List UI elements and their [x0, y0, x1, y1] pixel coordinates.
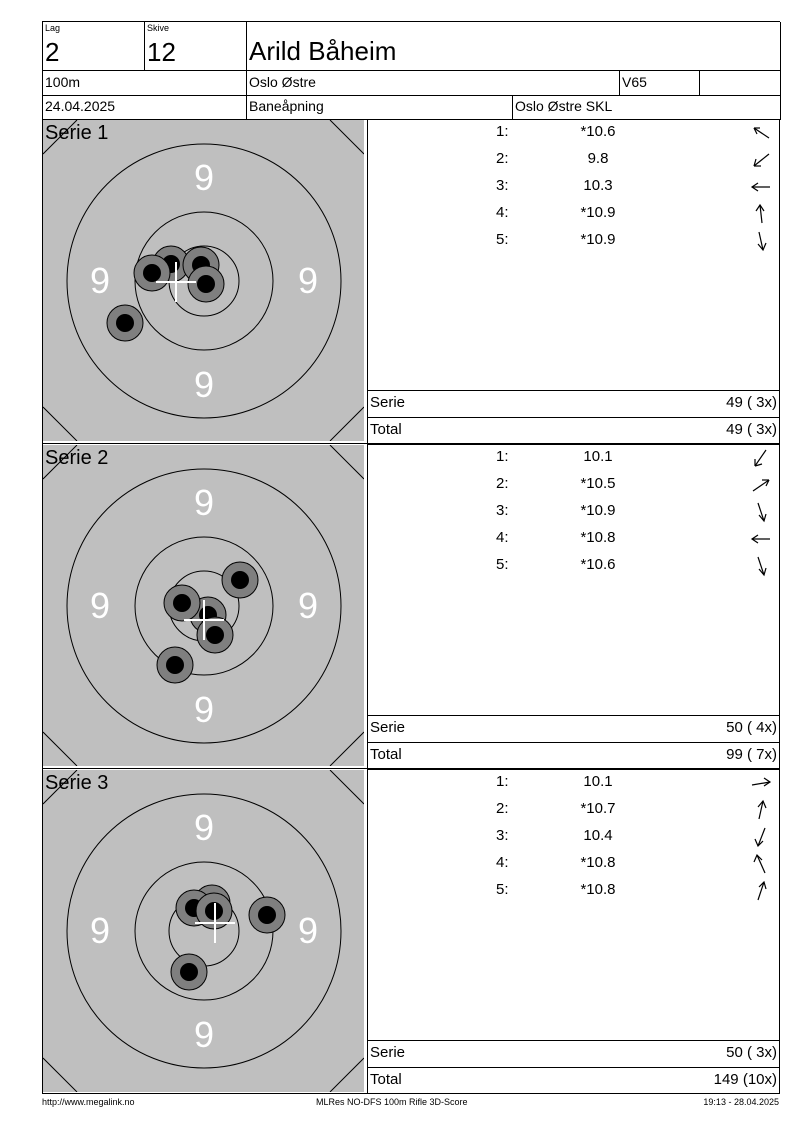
target-drawing-2 — [43, 445, 364, 766]
ring-number-bottom: 9 — [193, 1014, 215, 1055]
shot-hole — [164, 585, 200, 621]
shot-list-1 — [368, 119, 780, 391]
shot-number: 4: — [496, 854, 509, 871]
ring-number-top: 9 — [193, 482, 215, 523]
total-label: Total — [370, 421, 402, 438]
shot-score: 10.4 — [583, 827, 613, 844]
shot-number: 2: — [496, 800, 509, 817]
shot-number: 4: — [496, 529, 509, 546]
shot-number: 1: — [496, 448, 509, 465]
arrow-right-icon — [750, 772, 772, 794]
target-serie-1 — [43, 120, 364, 441]
target-serie-2 — [43, 445, 364, 766]
arrow-up-left-icon — [750, 853, 772, 875]
ring-number-left: 9 — [89, 910, 111, 951]
shot-number: 5: — [496, 881, 509, 898]
serie-sum-label: Serie — [370, 394, 406, 411]
serie-sum-value: 49 ( 3x) — [726, 394, 777, 411]
shot-score: *10.9 — [580, 204, 616, 221]
shot-hole — [157, 647, 193, 683]
lag-cell — [43, 22, 145, 71]
shot-number: 3: — [496, 177, 509, 194]
serie-sum-row-2 — [368, 715, 780, 743]
event-cell — [247, 96, 513, 120]
target-drawing-3 — [43, 770, 364, 1092]
shot-row — [368, 173, 780, 200]
serie-title-2: Serie 2 — [45, 447, 109, 469]
empty-cell — [700, 71, 781, 96]
skive-cell — [145, 22, 247, 71]
shot-hole — [107, 305, 143, 341]
serie-sum-value: 50 ( 4x) — [726, 719, 777, 736]
ring-number-bottom: 9 — [193, 689, 215, 730]
shot-score: *10.6 — [580, 556, 616, 573]
ring-number-bottom: 9 — [193, 364, 215, 405]
shot-score: *10.6 — [580, 123, 616, 140]
shot-number: 2: — [496, 150, 509, 167]
shot-row — [368, 769, 780, 796]
arrow-left-icon — [750, 176, 772, 198]
shot-score: *10.5 — [580, 475, 616, 492]
shot-row — [368, 146, 780, 173]
distance-cell — [43, 71, 247, 96]
arrow-up-left-icon — [750, 122, 772, 144]
shot-row — [368, 200, 780, 227]
total-value: 99 ( 7x) — [726, 746, 777, 763]
club: Oslo Østre — [249, 74, 316, 90]
date-cell — [43, 96, 247, 120]
shot-row — [368, 498, 780, 525]
shot-score: *10.9 — [580, 502, 616, 519]
serie-sum-label: Serie — [370, 1044, 406, 1061]
shot-score: 10.1 — [583, 773, 613, 790]
organizer-cell — [513, 96, 781, 120]
target-serie-3 — [43, 770, 364, 1092]
ring-number-right: 9 — [297, 585, 319, 626]
shot-row — [368, 877, 780, 904]
shooter-name-cell — [247, 22, 781, 71]
shot-hole — [134, 255, 170, 291]
footer-url[interactable]: http://www.megalink.no — [42, 1097, 135, 1107]
arrow-down-icon — [750, 555, 772, 577]
arrow-down-left-icon — [750, 826, 772, 848]
club-cell — [247, 71, 620, 96]
shot-score: *10.8 — [580, 854, 616, 871]
lag-label: Lag — [45, 23, 61, 33]
shot-number: 5: — [496, 231, 509, 248]
shot-row — [368, 796, 780, 823]
ring-number-right: 9 — [297, 910, 319, 951]
arrow-down-left-icon — [750, 447, 772, 469]
shot-row — [368, 823, 780, 850]
target-drawing-1 — [43, 120, 364, 441]
shot-score: *10.8 — [580, 529, 616, 546]
shot-score: 10.1 — [583, 448, 613, 465]
shot-score: *10.9 — [580, 231, 616, 248]
shot-row — [368, 444, 780, 471]
footer-timestamp: 19:13 - 28.04.2025 — [703, 1097, 779, 1107]
date: 24.04.2025 — [45, 98, 116, 114]
distance: 100m — [45, 74, 81, 90]
serie-title-3: Serie 3 — [45, 772, 109, 794]
arrow-up-icon — [750, 799, 772, 821]
shot-score: *10.8 — [580, 881, 616, 898]
shot-number: 5: — [496, 556, 509, 573]
shot-row — [368, 119, 780, 146]
shot-hole — [249, 897, 285, 933]
shot-number: 1: — [496, 123, 509, 140]
ring-number-top: 9 — [193, 807, 215, 848]
total-label: Total — [370, 1071, 402, 1088]
arrow-up-icon — [750, 880, 772, 902]
ring-number-right: 9 — [297, 260, 319, 301]
shot-row — [368, 227, 780, 254]
arrow-left-icon — [750, 528, 772, 550]
arrow-down-left-icon — [750, 149, 772, 171]
class-cell — [620, 71, 700, 96]
serie-sum-row-1 — [368, 390, 780, 418]
shot-score: 9.8 — [587, 150, 609, 167]
total-row-3 — [368, 1067, 780, 1094]
serie-sum-value: 50 ( 3x) — [726, 1044, 777, 1061]
shot-row — [368, 552, 780, 579]
ring-number-left: 9 — [89, 585, 111, 626]
shot-row — [368, 850, 780, 877]
serie-sum-row-3 — [368, 1040, 780, 1068]
serie-title-1: Serie 1 — [45, 122, 109, 144]
shot-number: 4: — [496, 204, 509, 221]
shot-row — [368, 525, 780, 552]
lag-value: 2 — [45, 37, 60, 67]
header-grid — [42, 21, 780, 119]
total-row-2 — [368, 742, 780, 770]
arrow-up-icon — [750, 203, 772, 225]
shot-hole — [188, 266, 224, 302]
total-value: 49 ( 3x) — [726, 421, 777, 438]
shot-hole — [197, 617, 233, 653]
total-row-1 — [368, 417, 780, 445]
total-label: Total — [370, 746, 402, 763]
ring-number-left: 9 — [89, 260, 111, 301]
shot-row — [368, 471, 780, 498]
arrow-down-icon — [750, 230, 772, 252]
shot-number: 2: — [496, 475, 509, 492]
shot-hole — [171, 954, 207, 990]
ring-number-top: 9 — [193, 157, 215, 198]
footer-program: MLRes NO-DFS 100m Rifle 3D-Score — [316, 1097, 468, 1107]
arrow-up-right-icon — [750, 474, 772, 496]
skive-label: Skive — [147, 23, 170, 33]
total-value: 149 (10x) — [713, 1071, 777, 1088]
event: Baneåpning — [249, 98, 324, 114]
shooter-name: Arild Båheim — [249, 36, 397, 66]
shot-score: *10.7 — [580, 800, 616, 817]
shooter-class: V65 — [622, 74, 647, 90]
shot-list-2 — [368, 444, 780, 716]
shot-hole — [222, 562, 258, 598]
arrow-down-icon — [750, 501, 772, 523]
shot-score: 10.3 — [583, 177, 613, 194]
skive-value: 12 — [147, 37, 176, 67]
shot-number: 3: — [496, 827, 509, 844]
shot-list-3 — [368, 769, 780, 1041]
organizer: Oslo Østre SKL — [515, 98, 613, 114]
serie-sum-label: Serie — [370, 719, 406, 736]
shot-number: 3: — [496, 502, 509, 519]
shot-number: 1: — [496, 773, 509, 790]
